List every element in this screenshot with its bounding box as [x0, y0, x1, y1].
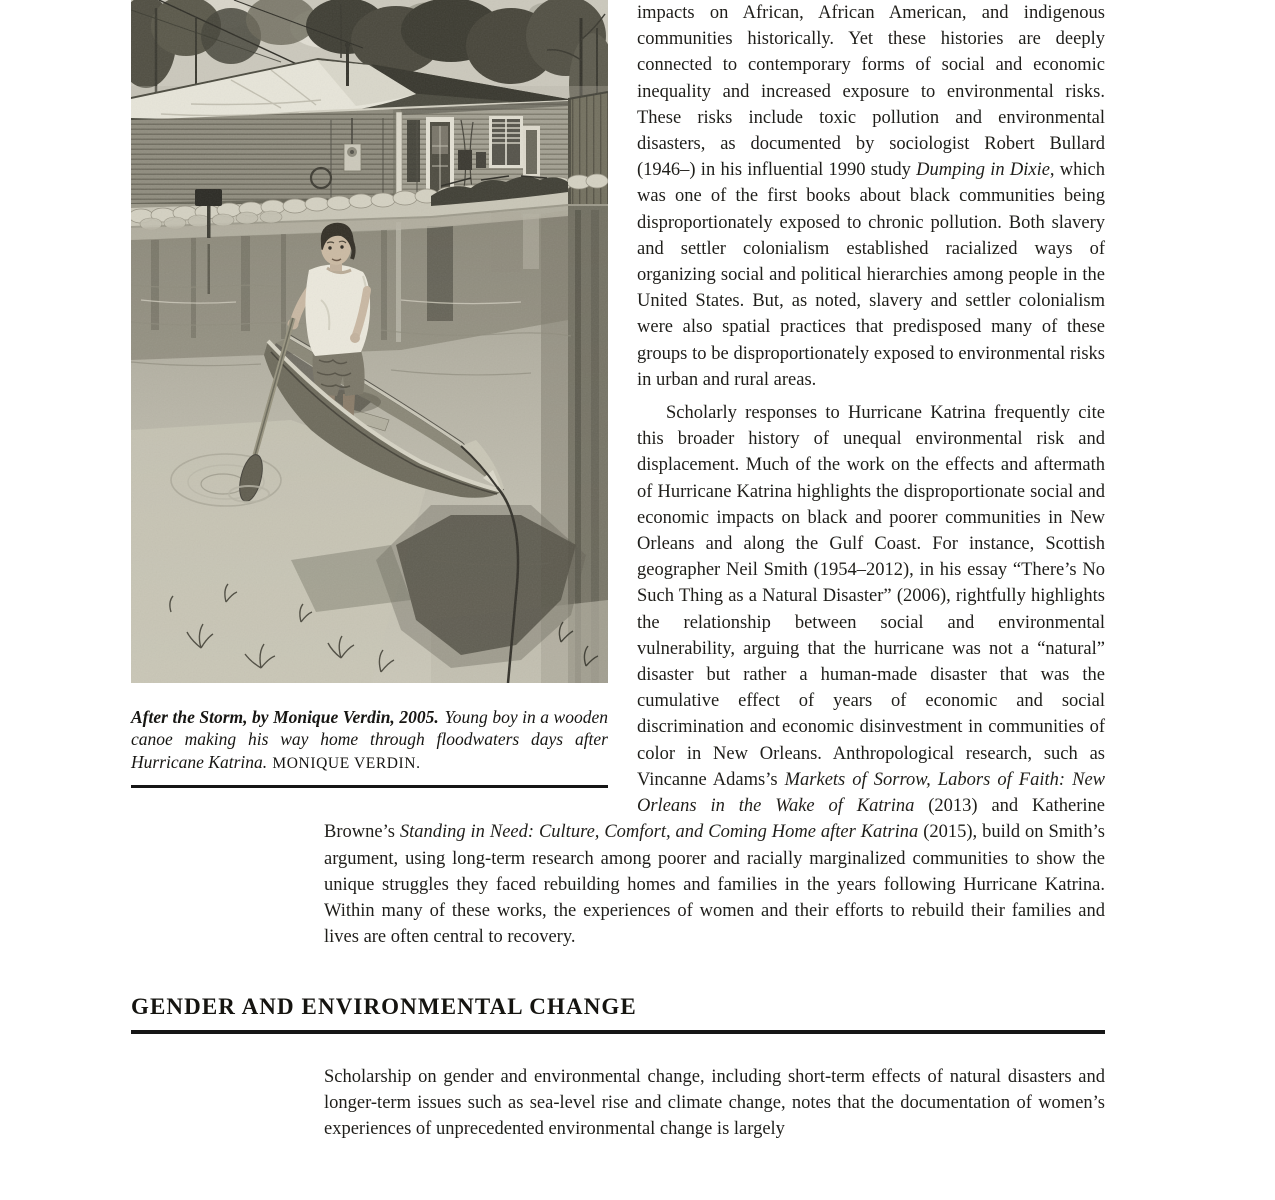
section-heading-gender-environmental-change: GENDER AND ENVIRONMENTAL CHANGE: [131, 994, 637, 1020]
figure-caption: [131, 706, 608, 775]
film-grain-overlay: [131, 0, 608, 683]
section-heading-rule: [131, 1030, 1105, 1034]
photo-after-the-storm: [131, 0, 608, 683]
paragraph-katrina-responses: Scholarly responses to Hurricane Katrina frequently cite this broader history of unequal environmental risk and displacement. Much of the work on the effects and aftermath of Hurricane Katrina highlights the disproportionate social and economic impacts on black and poorer communities in New Orleans and along the Gulf Coast. For instance, Scottish geographer Neil Smith (1954–2012), in his essay “There’s No Such Thing as a Natural Disaster” (2006), rightfully highlights the relationship between social and environmental vulnerability, arguing that the hurricane was not a “natural” disaster but rather a human-made disaster that was the cumulative effect of years of economic and social discrimination and economic disinvestment in communities of color in New Orleans. Anthropological research, such as Vincanne Adams’s Markets of Sorrow, Labors of Faith: New Orleans in the Wake of Katrina (2013) and Katherine Browne’s Standing in Need: Culture, Comfort, and Coming Home after Katrina (2015), build on Smith’s argument, using long-term research among poorer and racially marginalized communities to show the unique struggles they faced rebuilding homes and families in the years following Hurricane Katrina. Within many of these works, the experiences of women and their efforts to rebuild their families and lives are often central to recovery.: [324, 403, 1105, 948]
caption-credit: MONIQUE VERDIN.: [272, 754, 421, 772]
flood-photo-illustration: [131, 0, 608, 683]
paragraph-gender-scholarship: Scholarship on gender and environmental change, including short-term effects of natural disasters and longer-term issues such as sea-level rise and climate change, notes that the documentation of women’s experiences of unprecedented environmental change is largely: [324, 1066, 1105, 1140]
caption-description: Young boy in a wooden canoe making his way home through floodwaters days after Hurricane Katrina.: [131, 707, 608, 772]
figure-after-the-storm: [131, 0, 608, 788]
caption-rule: [131, 785, 608, 788]
caption-title: After the Storm, by Monique Verdin, 2005.: [131, 707, 439, 727]
page-content: [131, 0, 1105, 1142]
paragraph-environmental-history: impacts on African, African American, and indigenous communities historically. Yet these histories are deeply connected to contemporary forms of social and economic inequality and increased exposure to environmental risks. These risks include toxic pollution and environmental disasters, as documented by sociologist Robert Bullard (1946–) in his influential 1990 study Dumping in Dixie, which was one of the first books about black communities being disproportionately exposed to chronic pollution. Both slavery and settler colonialism established racialized ways of organizing social and political hierarchies among people in the United States. But, as noted, slavery and settler colonialism were also spatial practices that predisposed many of these groups to be disproportionately exposed to environmental risks in urban and rural areas.: [637, 3, 1105, 390]
